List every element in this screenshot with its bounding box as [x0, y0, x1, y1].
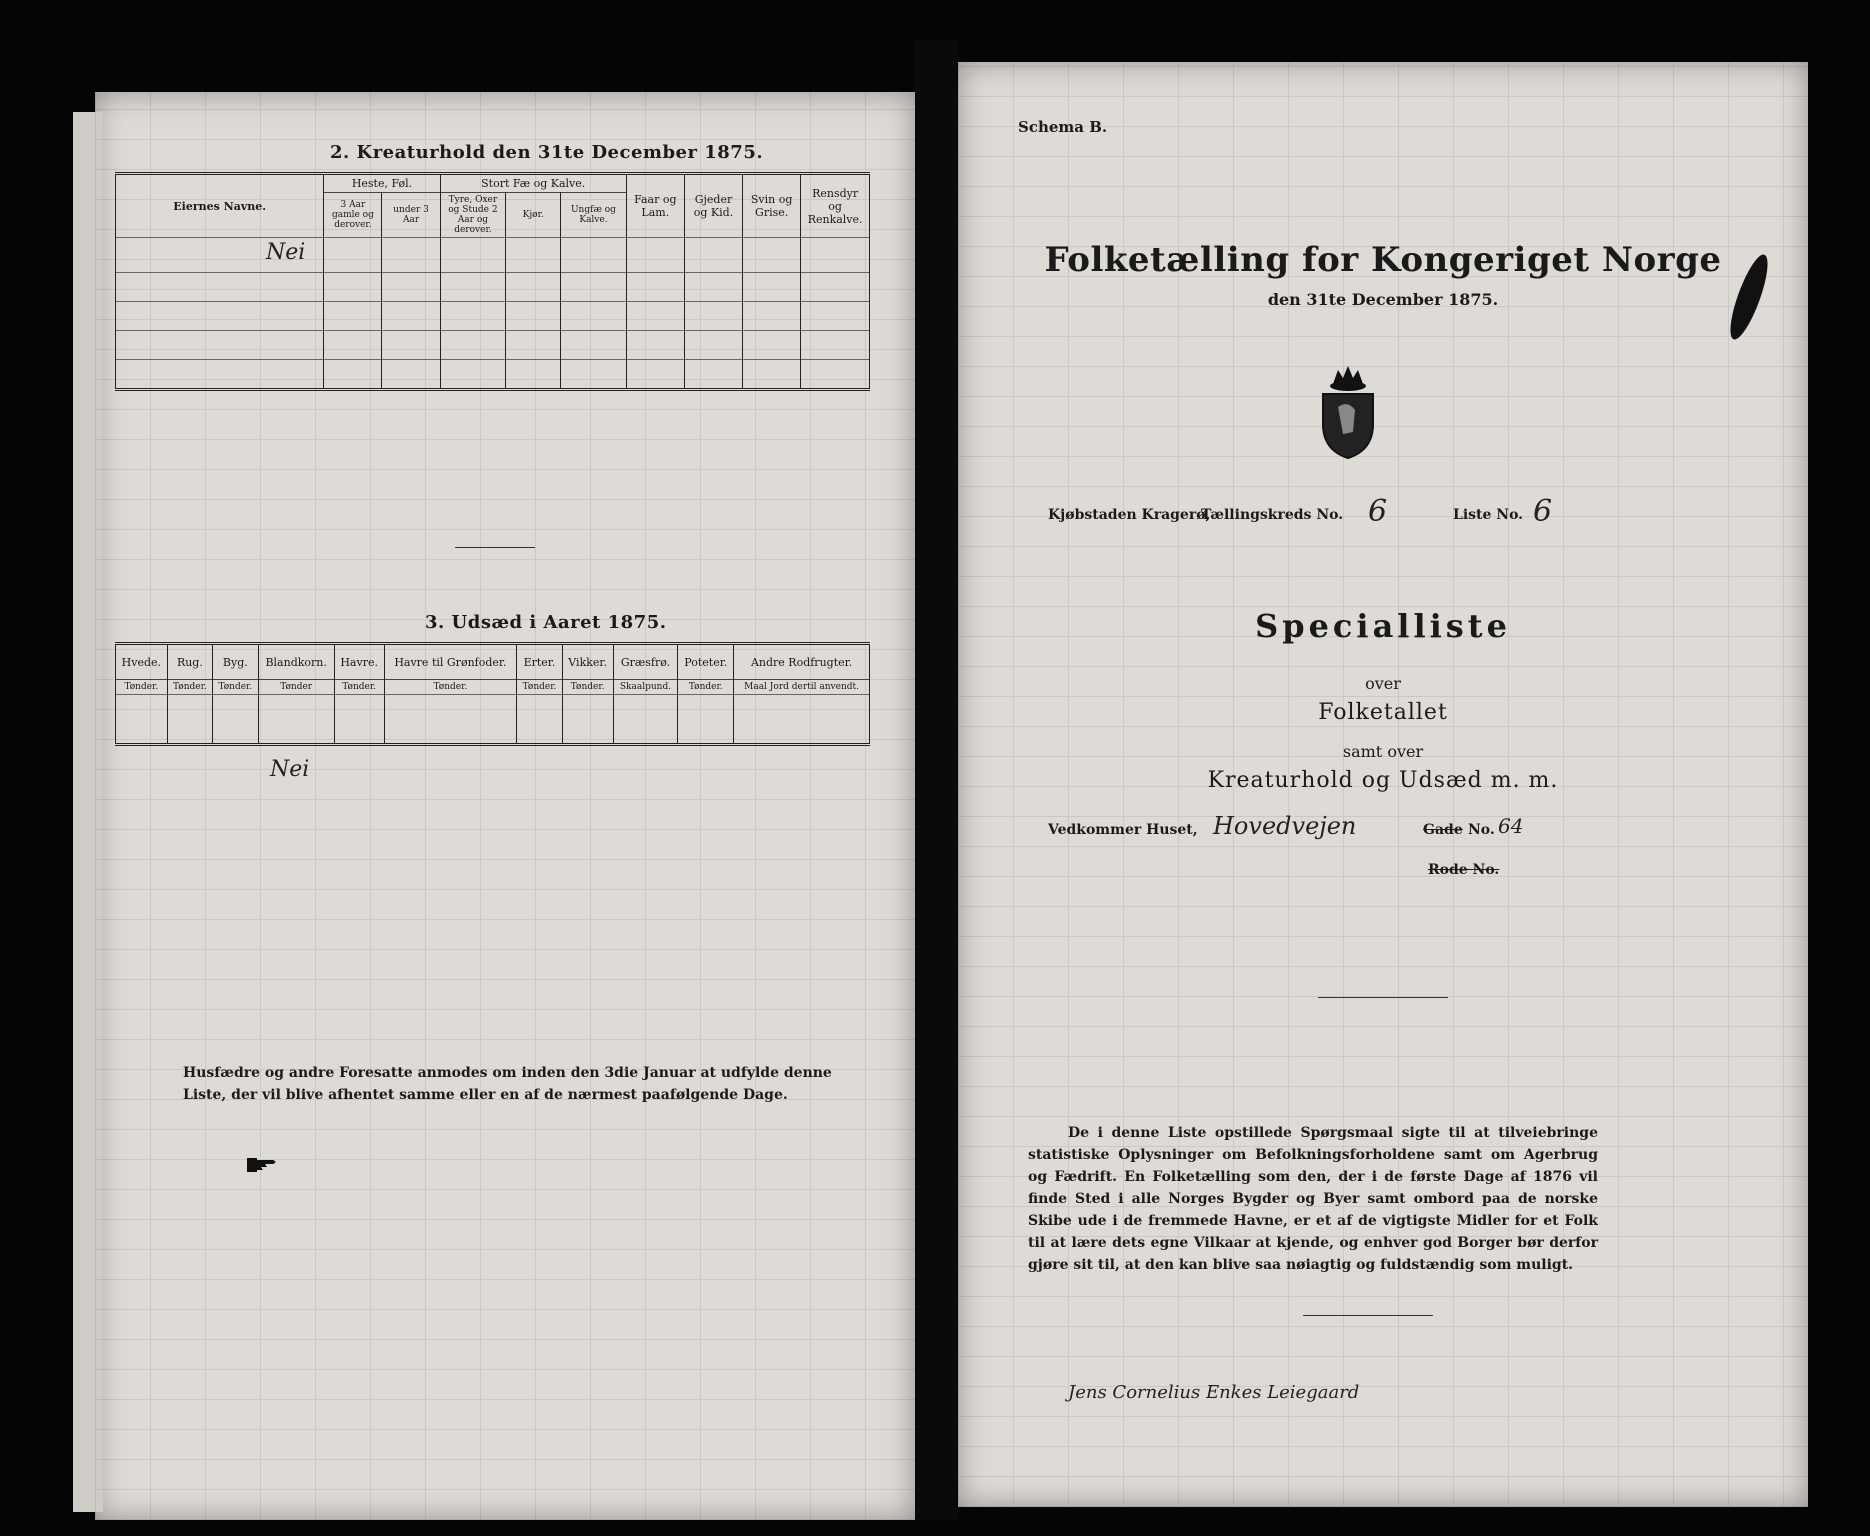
sowing-col-unit: Tønder.	[517, 680, 562, 695]
sowing-cell	[258, 695, 334, 745]
book-spine	[915, 40, 957, 1520]
sowing-col-name: Hvede.	[116, 644, 168, 680]
col-cattle-bulls: Tyre, Oxer og Stude 2 Aar og derover.	[440, 193, 506, 238]
sowing-col-name: Græsfrø.	[613, 644, 678, 680]
separator	[1318, 997, 1448, 998]
sowing-cell	[384, 695, 517, 745]
house-label: Vedkommer Huset,	[1048, 822, 1198, 838]
sowing-col-unit: Tønder	[258, 680, 334, 695]
sowing-col-unit: Tønder.	[334, 680, 384, 695]
sowing-col-name: Blandkorn.	[258, 644, 334, 680]
info-paragraph: De i denne Liste opstillede Spørgsmaal sigte til at tilveiebringe statistiske Oplysninger om Befolkningsforholdene samt om Agerbrug og Fædrift. En Folketælling som den, der i de første Dage af 1876 vil finde Sted i alle Norges Bygder og Byer samt ombord paa de norske Skibe ude i de fremmede Havne, er et af de vigtigste Midler for et Folk til at lære dets egne Vilkaar at kjende, og enhver god Borger bør derfor gjøre sit til, at den kan blive saa nøiagtig og fuldstændig som muligt.	[1028, 1125, 1598, 1273]
folketallet-text: Folketallet	[1318, 700, 1448, 725]
notice-text: Husfædre og andre Foresatte anmodes om inden den 3die Januar at udfylde denne Liste, der vil blive afhentet samme eller en af de nærmest paafølgende Dage.	[183, 1065, 832, 1103]
sowing-table	[115, 642, 870, 746]
col-goats: Gjeder og Kid.	[684, 174, 742, 238]
sowing-col-name: Andre Rodfrugter.	[734, 644, 870, 680]
section3-title: 3. Udsæd i Aaret 1875.	[425, 612, 667, 633]
district-number: 6	[1368, 494, 1388, 529]
sowing-cell	[116, 695, 168, 745]
sowing-col-name: Erter.	[517, 644, 562, 680]
signature: Jens Cornelius Enkes Leiegaard	[1068, 1382, 1360, 1403]
handwritten-nei-sowing: Nei	[270, 757, 310, 782]
sowing-cell	[334, 695, 384, 745]
sowing-col-unit: Tønder.	[678, 680, 734, 695]
col-reindeer: Rensdyr og Renkalve.	[801, 174, 870, 238]
sowing-col-unit: Skaalpund.	[613, 680, 678, 695]
census-date: den 31te December 1875.	[1267, 290, 1499, 309]
sowing-col-unit: Tønder.	[167, 680, 212, 695]
special-list-title: Specialliste	[1255, 607, 1511, 645]
sowing-col-name: Vikker.	[562, 644, 613, 680]
over-text: over	[1365, 674, 1401, 693]
house-street: Hovedvejen	[1213, 812, 1357, 840]
house-number: 64	[1498, 814, 1524, 838]
sowing-cell	[613, 695, 678, 745]
table-row	[116, 331, 324, 360]
sowing-col-unit: Tønder.	[116, 680, 168, 695]
livestock-table	[115, 172, 870, 391]
sowing-cell	[213, 695, 258, 745]
sowing-col-name: Poteter.	[678, 644, 734, 680]
sowing-col-unit: Maal Jord dertil anvendt.	[734, 680, 870, 695]
list-label: Liste No.	[1453, 507, 1524, 523]
right-page	[958, 62, 1808, 1507]
sowing-cell	[734, 695, 870, 745]
coat-of-arms-icon	[1313, 362, 1383, 462]
col-sheep: Faar og Lam.	[626, 174, 684, 238]
gade-no-label: No.	[1468, 822, 1495, 838]
sowing-col-name: Havre.	[334, 644, 384, 680]
sowing-cell	[562, 695, 613, 745]
col-cattle-young: Ungfæ og Kalve.	[561, 193, 627, 238]
col-horses-old: 3 Aar gamle og derover.	[324, 193, 382, 238]
livestock-sowing-text: Kreaturhold og Udsæd m. m.	[1207, 768, 1559, 793]
gade-label: Gade	[1423, 822, 1463, 838]
sowing-col-unit: Tønder.	[213, 680, 258, 695]
col-owner-names: Eiernes Navne.	[116, 174, 324, 238]
section2-title: 2. Kreaturhold den 31te December 1875.	[330, 142, 764, 163]
table-row	[116, 273, 324, 302]
sowing-cell	[678, 695, 734, 745]
handwritten-nei-livestock: Nei	[266, 240, 306, 265]
sowing-col-name: Rug.	[167, 644, 212, 680]
left-page	[95, 92, 915, 1520]
sowing-col-name: Byg.	[213, 644, 258, 680]
col-group-cattle: Stort Fæ og Kalve.	[440, 174, 626, 193]
col-group-horses: Heste, Føl.	[324, 174, 440, 193]
separator	[455, 547, 535, 548]
table-row	[116, 302, 324, 331]
col-horses-young: under 3 Aar	[382, 193, 440, 238]
list-number: 6	[1533, 494, 1553, 529]
sowing-col-unit: Tønder.	[384, 680, 517, 695]
main-title: Folketælling for Kongeriget Norge	[1044, 240, 1722, 280]
samt-over-text: samt over	[1342, 742, 1424, 761]
sowing-cell	[167, 695, 212, 745]
table-row	[116, 238, 324, 273]
district-label: Tællingskreds No.	[1201, 507, 1344, 523]
sowing-col-unit: Tønder.	[562, 680, 613, 695]
pointing-hand-icon	[247, 1156, 279, 1174]
district-city-label: Kjøbstaden Kragerø,	[1048, 507, 1211, 523]
separator	[1303, 1315, 1433, 1316]
sowing-cell	[517, 695, 562, 745]
sowing-col-name: Havre til Grønfoder.	[384, 644, 517, 680]
table-row	[116, 360, 324, 390]
schema-label: Schema B.	[1018, 118, 1108, 136]
col-pigs: Svin og Grise.	[743, 174, 801, 238]
rode-label: Rode No.	[1428, 862, 1500, 878]
col-cattle-cows: Kjør.	[506, 193, 561, 238]
